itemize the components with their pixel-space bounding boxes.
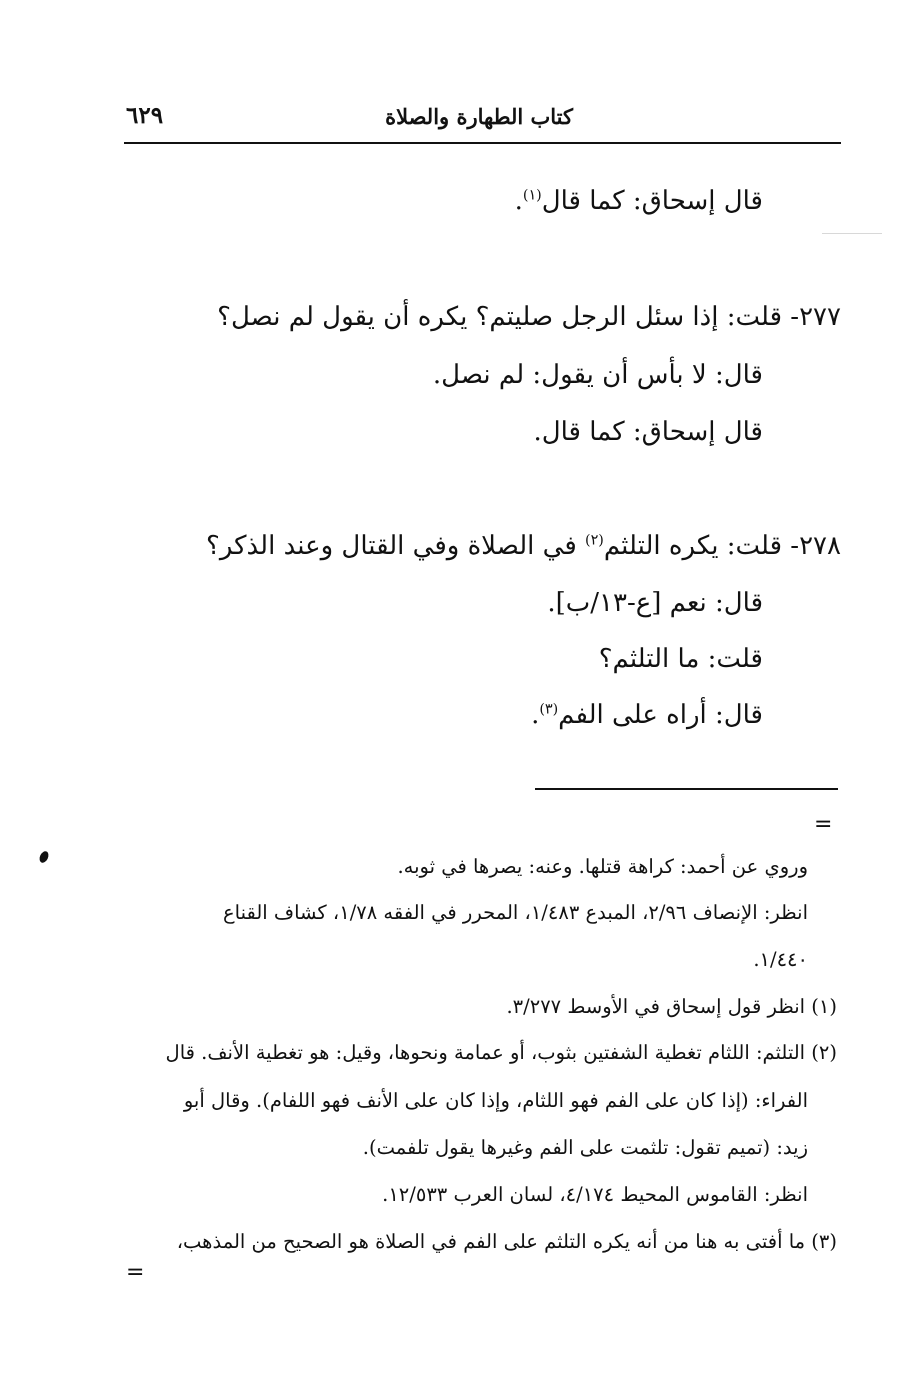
footnote-separator xyxy=(535,788,838,790)
page-number: ٦٢٩ xyxy=(126,102,164,129)
footnote-2-line-2: الفراء: (إذا كان على الفم فهو اللثام، وإذا كان على الأنف فهو اللفام). وقال أبو xyxy=(183,1089,808,1112)
footnote-continuation-1: وروي عن أحمد: كراهة قتلها. وعنه: يصرها في ثوبه. xyxy=(397,855,808,878)
footnote-continuation-2: انظر: الإنصاف ٢/٩٦، المبدع ١/٤٨٣، المحرر في الفقه ١/٧٨، كشاف القناع xyxy=(223,901,808,924)
footnote-2-line-3: زيد: (تميم تقول: تلثمت على الفم وغيرها يقول تلفمت). xyxy=(362,1136,808,1159)
answer-278-followup xyxy=(531,700,763,730)
scan-mark xyxy=(822,233,882,234)
footnote-2-line-4: انظر: القاموس المحيط ٤/١٧٤، لسان العرب ١٢/٥٣٣. xyxy=(382,1183,808,1206)
question-277: ٢٧٧- قلت: إذا سئل الرجل صليتم؟ يكره أن يقول لم نصل؟ xyxy=(217,302,841,332)
footnote-ref-3: (٣) xyxy=(539,701,559,718)
footnote-ref-1: (١) xyxy=(522,187,542,204)
footnote-ref-2: (٢) xyxy=(585,532,604,549)
question-278-text-a: ٢٧٨- قلت: يكره التلثم xyxy=(603,531,841,561)
answer-278: قال: نعم [ع-١٣/ب]. xyxy=(547,588,763,618)
running-header-title: كتاب الطهارة والصلاة xyxy=(385,104,573,129)
footnote-2-line-1: (٢) التلثم: اللثام تغطية الشفتين بثوب، أو عمامة ونحوها، وقيل: هو تغطية الأنف. قال xyxy=(165,1041,837,1064)
footnote-1: (١) انظر قول إسحاق في الأوسط ٣/٢٧٧. xyxy=(506,995,837,1018)
answer-277-ahmad: قال: لا بأس أن يقول: لم نصل. xyxy=(432,360,763,390)
body-punct: . xyxy=(531,700,540,730)
header-rule xyxy=(124,142,841,144)
scan-speck xyxy=(38,850,50,864)
footnote-3: (٣) ما أفتى به هنا من أنه يكره التلثم على الفم في الصلاة هو الصحيح من المذهب، xyxy=(176,1230,837,1253)
footnote-end-mark: = xyxy=(126,1260,145,1285)
question-278-text-b: في الصلاة وفي القتال وعند الذكر؟ xyxy=(206,531,586,561)
answer-277-ishaq: قال إسحاق: كما قال. xyxy=(533,417,763,447)
body-line-ishaq xyxy=(515,186,763,216)
question-278 xyxy=(206,531,841,561)
body-punct: . xyxy=(514,186,523,216)
question-278-followup: قلت: ما التلثم؟ xyxy=(598,644,763,674)
body-text: قال: أراه على الفم xyxy=(558,700,763,730)
continuation-mark: = xyxy=(814,812,833,837)
footnote-continuation-3: ١/٤٤٠. xyxy=(753,948,808,971)
body-text: قال إسحاق: كما قال xyxy=(541,186,763,216)
